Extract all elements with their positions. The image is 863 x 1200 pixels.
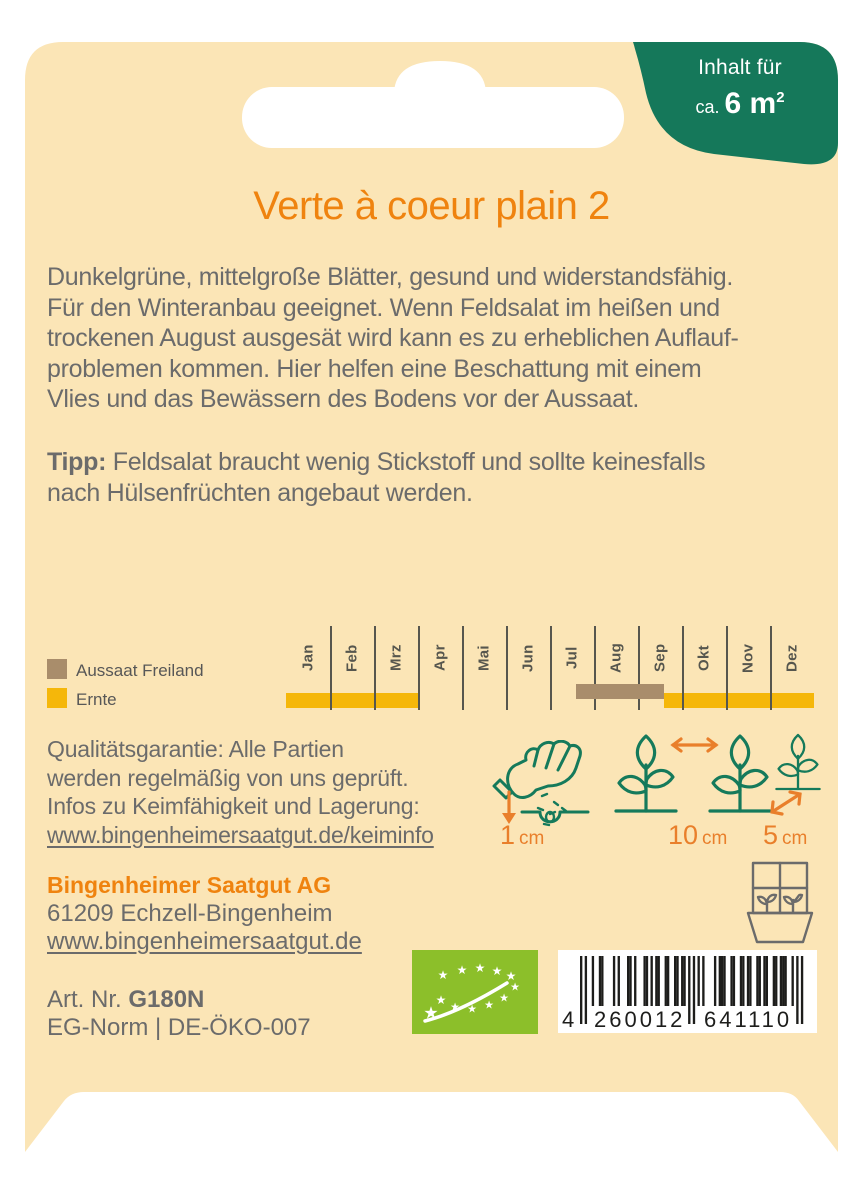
barcode-bar [723,956,725,1006]
barcode-bar [792,956,794,1006]
barcode-bar [766,956,768,1006]
eu-star-icon: ★ [505,969,517,983]
barcode-bar [693,956,695,1024]
barcode-bar [733,956,735,1006]
barcode-bar [759,956,761,1006]
quality-line: werden regelmäßig von uns geprüft. [47,764,409,791]
article-number-value: G180N [128,986,205,1013]
eu-star-icon: ★ [491,964,503,978]
eu-organic-logo [412,950,538,1034]
month-gridline [682,626,684,710]
eu-star-icon: ★ [450,1001,460,1014]
badge-area-value: 6 m [724,87,777,120]
badge-line2 [652,87,828,121]
content-badge [652,56,828,121]
description-line: trockenen August ausgesät wird kann es zu erheblichen Auflauf- [47,324,739,352]
eu-star-icon: ★ [474,961,486,975]
month-gridline [506,626,508,710]
eu-star-icon: ★ [510,981,520,994]
barcode-digits-left: 260012 [594,1007,686,1032]
barcode-bar [698,956,700,1006]
legend-label-ernte: Ernte [76,690,117,709]
barcode-bar [646,956,648,1006]
month-label-sep: Sep [651,643,669,673]
barcode-bar [683,956,685,1006]
barcode-bar [796,956,798,1024]
barcode-bar [634,956,636,1006]
quality-line: Infos zu Keimfähigkeit und Lagerung: [47,793,420,819]
month-label-jun: Jun [519,644,537,672]
depth-unit: cm [519,828,545,849]
quality-line: Qualitätsgarantie: Alle Partien [47,736,344,762]
barcode-bar [676,956,678,1006]
plant-icon-left [616,736,676,811]
depth-label [500,820,544,851]
month-label-mrz: Mrz [387,644,405,672]
article-number [47,986,204,1014]
badge-line1: Inhalt für [698,56,782,79]
eu-star-icon: ★ [456,963,468,977]
tip-line1-text: Feldsalat braucht wenig Stickstoff und sollte keinesfalls [112,448,706,476]
barcode-digits-right: 641110 [704,1007,793,1032]
barcode-bar [749,956,751,1006]
article-number-label: Art. Nr. [47,986,122,1013]
eu-star-icon: ★ [467,1003,477,1016]
description-line: Für den Winteranbau geeignet. Wenn Feldsalat im heißen und [47,293,720,322]
barcode-bar [719,956,721,1006]
barcode-bar [627,956,629,1006]
plant-icon-right [710,736,770,811]
plant-spacing-label [763,820,807,851]
month-gridline [330,626,332,710]
row-spacing-arrow-icon [673,739,716,751]
tip-label: Tipp: [47,448,107,476]
barcode-bar [742,956,744,1006]
barcode-bar [747,956,749,1006]
row-spacing-unit: cm [702,828,728,849]
chart-bar-ernte [286,693,418,708]
month-label-jan: Jan [299,644,317,672]
barcode-bar [784,956,786,1006]
barcode-bar [763,956,765,1006]
barcode-bar [721,956,723,1006]
planter-box [748,913,812,942]
barcode-bar [613,956,615,1006]
barcode-bar [780,956,782,1006]
barcode-bar [585,956,587,1024]
barcode [558,950,817,1033]
barcode-bar [702,956,704,1006]
company-address: 61209 Echzell-Bingenheim [47,900,333,927]
row-spacing-label [668,820,727,851]
eu-star-icon: ★ [499,992,509,1005]
legend-label-aussaat: Aussaat Freiland [76,661,204,680]
barcode-bar [655,956,657,1006]
description-line: Dunkelgrüne, mittelgroße Blätter, gesund und widerstandsfähig. [47,263,733,291]
quality-guarantee [47,735,434,849]
row-spacing-value: 10 [668,820,699,850]
eg-norm-line: EG-Norm | DE-ÖKO-007 [47,1014,311,1041]
month-gridline [770,626,772,710]
window-box-icon [735,850,825,948]
barcode-bar [580,956,582,1024]
plant-icon-small [776,735,819,789]
month-label-apr: Apr [431,644,449,672]
eu-star-icon: ★ [435,993,447,1007]
barcode-bar [629,956,631,1006]
month-gridline [550,626,552,710]
month-gridline [374,626,376,710]
keiminfo-link[interactable]: www.bingenheimersaatgut.de/keiminfo [47,821,434,848]
plant-spacing-arrow-icon [772,792,800,814]
description-line: Vlies und das Bewässern des Bodens vor der Aussaat. [47,385,640,413]
barcode-bar [773,956,775,1006]
barcode-bar [681,956,683,1006]
month-gridline [726,626,728,710]
tip-line-2: nach Hülsenfrüchten angebaut werden. [47,478,473,507]
barcode-bar [592,956,594,1006]
barcode-bar [775,956,777,1006]
plant-spacing-icons [595,728,863,833]
barcode-bar [667,956,669,1006]
eu-star-icon: ★ [484,999,494,1012]
month-label-feb: Feb [343,644,361,672]
month-label-aug: Aug [607,642,625,674]
barcode-bar [688,956,690,1024]
description-text [47,262,739,415]
eu-star-icon: ★ [423,1003,439,1023]
month-gridline [462,626,464,710]
barcode-bar [665,956,667,1006]
eu-star-icon: ★ [437,968,449,982]
quality-lines [47,735,434,821]
barcode-digit-lead: 4 [562,1007,575,1032]
barcode-bar [599,956,601,1006]
barcode-bar [801,956,803,1024]
badge-area-sup: 2 [776,89,785,106]
company-name: Bingenheimer Saatgut AG [47,872,332,898]
month-label-jul: Jul [563,646,581,670]
company-website-link[interactable] [47,928,362,956]
variety-title: Verte à coeur plain 2 [253,184,610,228]
badge-ca: ca. [695,97,720,117]
barcode-bar [674,956,676,1006]
depth-value: 1 [500,820,516,850]
legend-swatch-aussaat [47,659,67,679]
chart-bar-ernte [664,693,814,708]
legend-swatch-ernte [47,688,67,708]
tip-line-1 [47,447,705,478]
plant-spacing-value: 5 [763,820,779,850]
barcode-bar [651,956,653,1006]
month-gridline [418,626,420,710]
barcode-bar [601,956,603,1006]
description-line: problemen kommen. Hier helfen eine Beschattung mit einem [47,354,702,383]
barcode-bar [730,956,732,1006]
month-label-dez: Dez [783,644,801,672]
barcode-bar [740,956,742,1006]
barcode-bar [643,956,645,1006]
barcode-bar [618,956,620,1006]
barcode-bar [714,956,716,1006]
month-label-mai: Mai [475,645,493,671]
barcode-bar [756,956,758,1006]
month-label-okt: Okt [695,645,713,671]
company-website-text[interactable]: www.bingenheimersaatgut.de [47,928,362,955]
barcode-bar [658,956,660,1006]
plant-spacing-unit: cm [782,828,808,849]
tip-text [47,447,705,508]
month-label-nov: Nov [739,643,757,673]
barcode-bar [782,956,784,1006]
